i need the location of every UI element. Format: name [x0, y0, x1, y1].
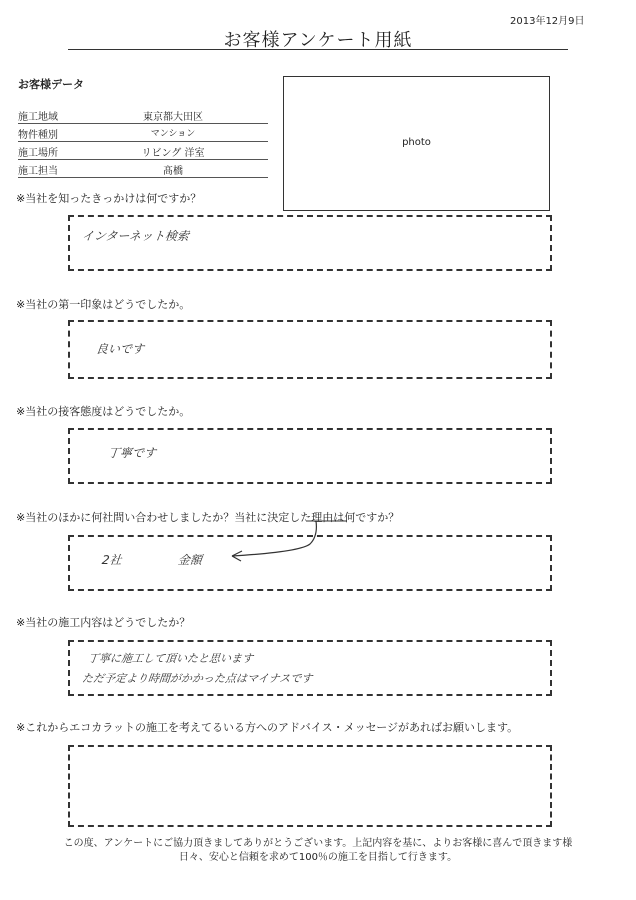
info-label: 物件種別 — [18, 130, 58, 141]
question-5: ※当社の施工内容はどうでしたか？ — [16, 616, 191, 629]
info-label: 施工地域 — [18, 112, 58, 123]
customer-data-heading: お客様データ — [18, 78, 84, 91]
info-label: 施工場所 — [18, 148, 58, 159]
info-value: リビング 洋室 — [141, 148, 205, 159]
info-value: マンション — [150, 129, 196, 139]
answer-text: 2社 — [101, 553, 123, 567]
page-title: お客様アンケート用紙 — [223, 30, 413, 51]
answer-text: 丁寧に施工して頂いたと思います — [87, 652, 254, 665]
answer-text: インターネット検索 — [81, 229, 190, 243]
question-3: ※当社の接客態度はどうでしたか。 — [16, 405, 191, 418]
answer-text: 丁寧です — [107, 446, 157, 460]
answer-text: ただ予定より時間がかかった点はマイナスです — [81, 672, 313, 685]
survey-date: 2013年12月9日 — [510, 16, 585, 27]
photo-label: photo — [402, 137, 431, 148]
answer-box-5 — [68, 640, 552, 696]
answer-text: 良いです — [95, 342, 145, 356]
question-4: ※当社のほかに何社問い合わせしましたか？当社に決定した理由は何ですか？ — [16, 511, 400, 524]
info-value: 東京都大田区 — [143, 112, 203, 123]
question-1: ※当社を知ったきっかけは何ですか？ — [16, 192, 202, 205]
info-label: 施工担当 — [18, 166, 58, 177]
footer-message-line-2: 日々、安心と信頼を求めて100％の施工を目指して行きます。 — [178, 852, 458, 863]
info-value: 髙橋 — [163, 166, 183, 177]
question-2: ※当社の第一印象はどうでしたか。 — [16, 298, 191, 311]
answer-box-6 — [68, 745, 552, 827]
answer-text: 金額 — [177, 553, 203, 567]
footer-message-line-1: この度、アンケートにご協力頂きましてありがとうございます。上記内容を基に、よりお客様に喜んで頂きます様 — [63, 838, 573, 849]
question-6: ※これからエコカラットの施工を考えてるいる方へのアドバイス・メッセージがあればお願いします。 — [16, 721, 519, 734]
